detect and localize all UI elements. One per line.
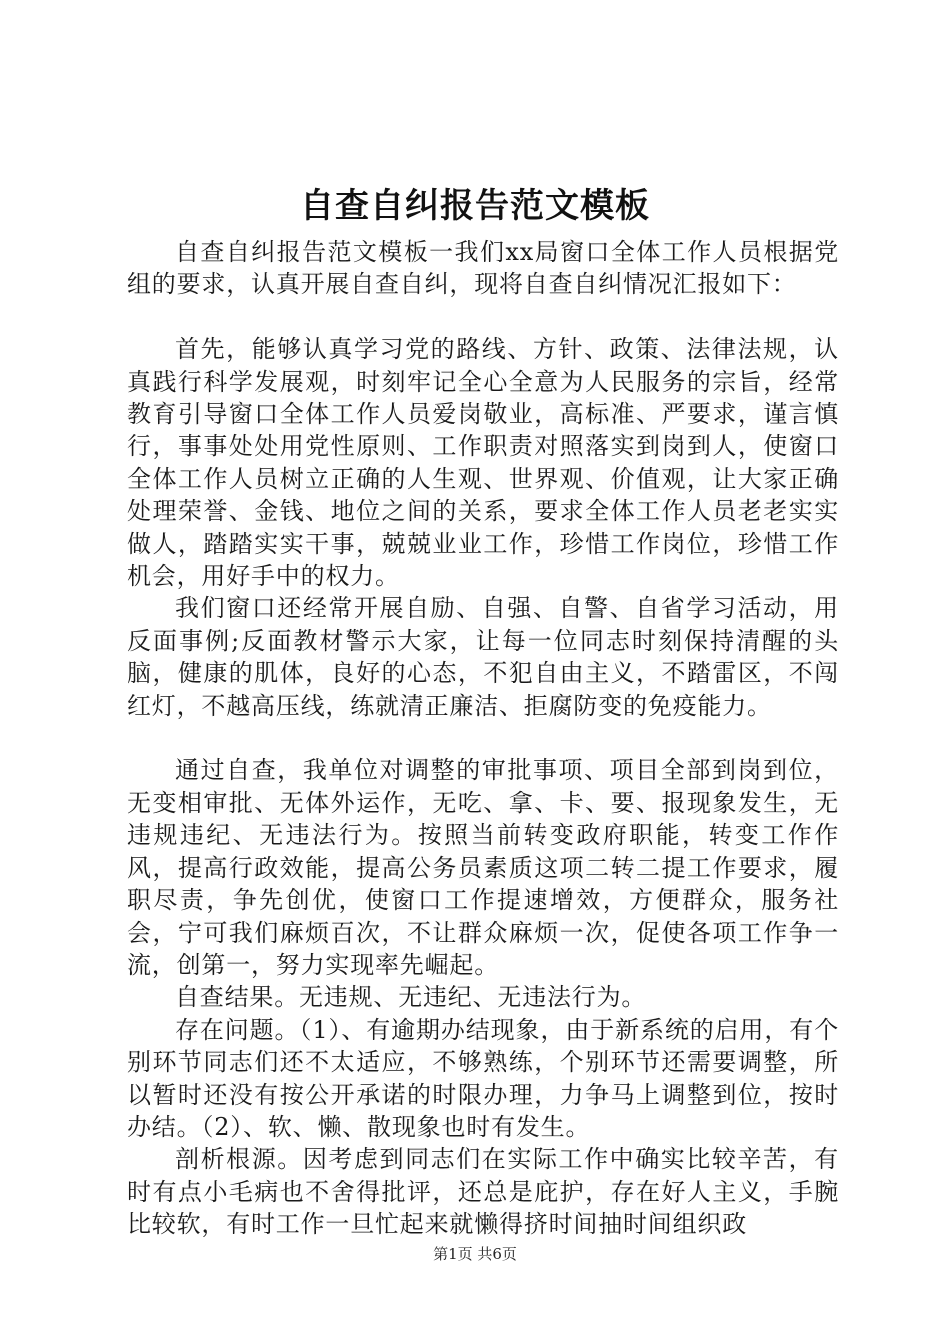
document-body [127, 236, 839, 1241]
paragraph-result: 自查结果。无违规、无违纪、无违法行为。 [175, 983, 647, 1012]
paragraph-gap [127, 722, 839, 754]
paragraph-window-activities: 我们窗口还经常开展自励、自强、自警、自省学习活动，用反面事例;反面教材警示大家，让每一位同志时刻保持清醒的头脑，健康的肌体，良好的心态，不犯自由主义，不踏雷区，不闯红灯，不越高压线，练就清正廉洁、拒腐防变的免疫能力。 [127, 594, 839, 720]
document-title: 自查自纠报告范文模板 [300, 186, 650, 226]
paragraph-first: 首先，能够认真学习党的路线、方针、政策、法律法规，认真践行科学发展观，时刻牢记全心全意为人民服务的宗旨，经常教育引导窗口全体工作人员爱岗敬业，高标准、严要求，谨言慎行，事事处处用党性原则、工作职责对照落实到岗到人，使窗口全体工作人员树立正确的人生观、世界观、价值观，让大家正确处理荣誉、金钱、地位之间的关系，要求全体工作人员老老实实做人，踏踏实实干事，兢兢业业工作，珍惜工作岗位，珍惜工作机会，用好手中的权力。 [127, 335, 839, 591]
page-number-footer: 第1页 共6页 [433, 1245, 517, 1263]
paragraph-intro: 自查自纠报告范文模板一我们xx局窗口全体工作人员根据党组的要求，认真开展自查自纠，现将自查自纠情况汇报如下： [127, 238, 839, 299]
paragraph-gap [127, 301, 839, 333]
paragraph-self-check: 通过自查，我单位对调整的审批事项、项目全部到岗到位，无变相审批、无体外运作，无吃、拿、卡、要、报现象发生，无违规违纪、无违法行为。按照当前转变政府职能，转变工作作风，提高行政效能，提高公务员素质这项二转二提工作要求，履职尽责，争先创优，使窗口工作提速增效，方便群众，服务社会，宁可我们麻烦百次，不让群众麻烦一次，促使各项工作争一流，创第一，努力实现率先崛起。 [127, 756, 839, 979]
paragraph-problems: 存在问题。（1）、有逾期办结现象，由于新系统的启用，有个别环节同志们还不太适应，不够熟练，个别环节还需要调整，所以暂时还没有按公开承诺的时限办理，力争马上调整到位，按时办结。（2）、软、懒、散现象也时有发生。 [127, 1015, 839, 1141]
paragraph-root-cause: 剖析根源。因考虑到同志们在实际工作中确实比较辛苦，有时有点小毛病也不舍得批评，还总是庇护，存在好人主义，手腕比较软，有时工作一旦忙起来就懒得挤时间抽时间组织政 [127, 1145, 839, 1239]
